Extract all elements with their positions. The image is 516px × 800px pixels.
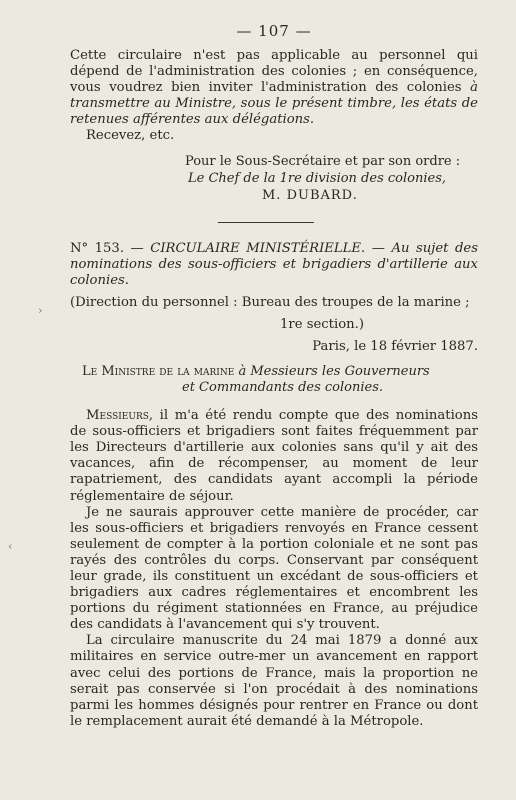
closing-formula: Recevez, etc.: [86, 128, 175, 144]
margin-mark-1: ›: [38, 304, 43, 317]
addressee-line-2: [182, 380, 478, 396]
direction-line-2: 1re section.): [280, 316, 364, 332]
body-paragraph-1-text: il m'a été rendu compte que des nominations de sous-officiers et brigadiers sont faites fréquemment par les Directeurs d'artillerie aux colonies sans qu'il y ait des vacances, afin de récompenser, au moment de leur rapatriement, des candidats ayant accompli la période réglementaire de séjour.: [70, 408, 478, 504]
circular-title: CIRCULAIRE MINISTÉRIELLE.: [150, 240, 366, 256]
circular-number: N° 153. —: [70, 240, 151, 256]
circular-heading: [70, 241, 478, 289]
signature-line-2: [188, 170, 478, 187]
circular-subject: Au sujet des nominations des sous-officiers et brigadiers d'artillerie aux colonies.: [70, 240, 479, 288]
intro-paragraph: [70, 48, 478, 128]
addressee-line-1: [82, 364, 478, 380]
body-paragraph-1: [70, 408, 478, 505]
salutation: Messieurs,: [86, 408, 154, 424]
signature-title: Le Chef de la 1re division des colonies,: [188, 170, 446, 186]
addressee-italic-1: à Messieurs les Gouverneurs: [238, 364, 430, 380]
section-divider: [218, 222, 314, 223]
signature-line-1: Pour le Sous-Secrétaire et par son ordre :: [185, 153, 461, 169]
body-paragraph-2: Je ne saurais approuver cette manière de procéder, car les sous-officiers et brigadiers renvoyés en France cessent seulement de compter à la portion coloniale et ne sont pas rayés des contrôles du corps. Conservant par conséquent leur grade, ils constituent un excédant de sous-officiers et brigadiers aux cadres réglementaires et encombrent les portions du régiment stationnées en France, au préjudice des candidats à l'avancement qui s'y trouvent.: [70, 504, 478, 633]
intro-italic-text: à transmettre au Ministre, sous le présent timbre, les états de retenues afférentes aux délégations.: [70, 80, 478, 128]
direction-line-1: (Direction du personnel : Bureau des troupes de la marine ;: [70, 294, 470, 310]
signature-name: M. DUBARD.: [262, 187, 358, 203]
addressee-prefix: Le Ministre de la marine: [82, 364, 239, 380]
margin-mark-2: ‹: [8, 540, 13, 553]
page-number: — 107 —: [236, 22, 312, 40]
addressee-italic-2: et Commandants des colonies.: [182, 380, 384, 396]
circular-body: [70, 408, 478, 730]
intro-text: Cette circulaire n'est pas applicable au personnel qui dépend de l'administration des colonies ; en conséquence, vous voudrez bien inviter l'administration des colonies: [70, 48, 478, 96]
circular-date: Paris, le 18 février 1887.: [312, 339, 478, 355]
body-paragraph-3: La circulaire manuscrite du 24 mai 1879 a donné aux militaires en service outre-mer un avancement en rapport avec celui des portions de France, mais la proportion ne serait pas conservée si l'on procédait à des nominations parmi les hommes désignés pour rentrer en France ou dont le remplacement aurait été demandé à la Métropole.: [70, 633, 478, 729]
circular-dash: —: [365, 240, 392, 256]
